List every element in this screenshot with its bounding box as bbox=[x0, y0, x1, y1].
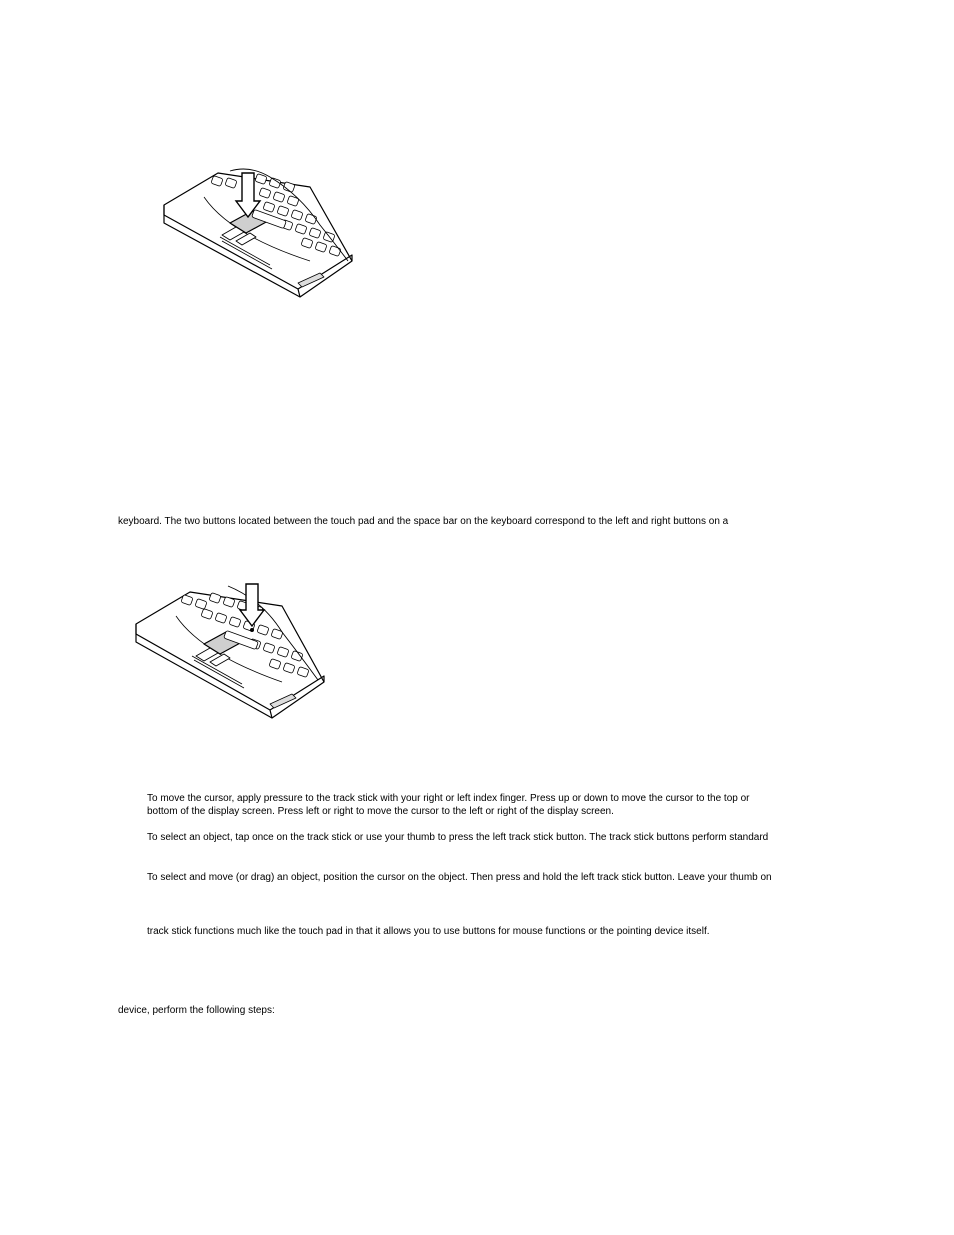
laptop-touchpad-illustration-icon bbox=[160, 165, 356, 301]
drag-object-text: To select and move (or drag) an object, position the cursor on the object. Then press and hold the left track stick button. Leave your thumb on bbox=[147, 872, 772, 883]
touchpad-buttons-text: keyboard. The two buttons located between the touch pad and the space bar on the keyboard correspond to the left and right buttons on a bbox=[118, 516, 729, 527]
trackstick-figure bbox=[132, 582, 328, 722]
touchpad-figure bbox=[160, 165, 356, 301]
select-object-text: To select an object, tap once on the track stick or use your thumb to press the left track stick button. The track stick buttons perform standard bbox=[147, 832, 769, 843]
trackstick-functions-text: track stick functions much like the touch pad in that it allows you to use buttons for mouse functions or the pointing device itself. bbox=[147, 926, 710, 937]
device-steps-text: device, perform the following steps: bbox=[118, 1005, 275, 1016]
move-cursor-text-line1: To move the cursor, apply pressure to the track stick with your right or left index finger. Press up or down to move the cursor to the top or bbox=[147, 793, 750, 804]
laptop-trackstick-illustration-icon bbox=[132, 582, 328, 722]
move-cursor-text-line2: bottom of the display screen. Press left or right to move the cursor to the left or right of the display screen. bbox=[147, 806, 614, 817]
